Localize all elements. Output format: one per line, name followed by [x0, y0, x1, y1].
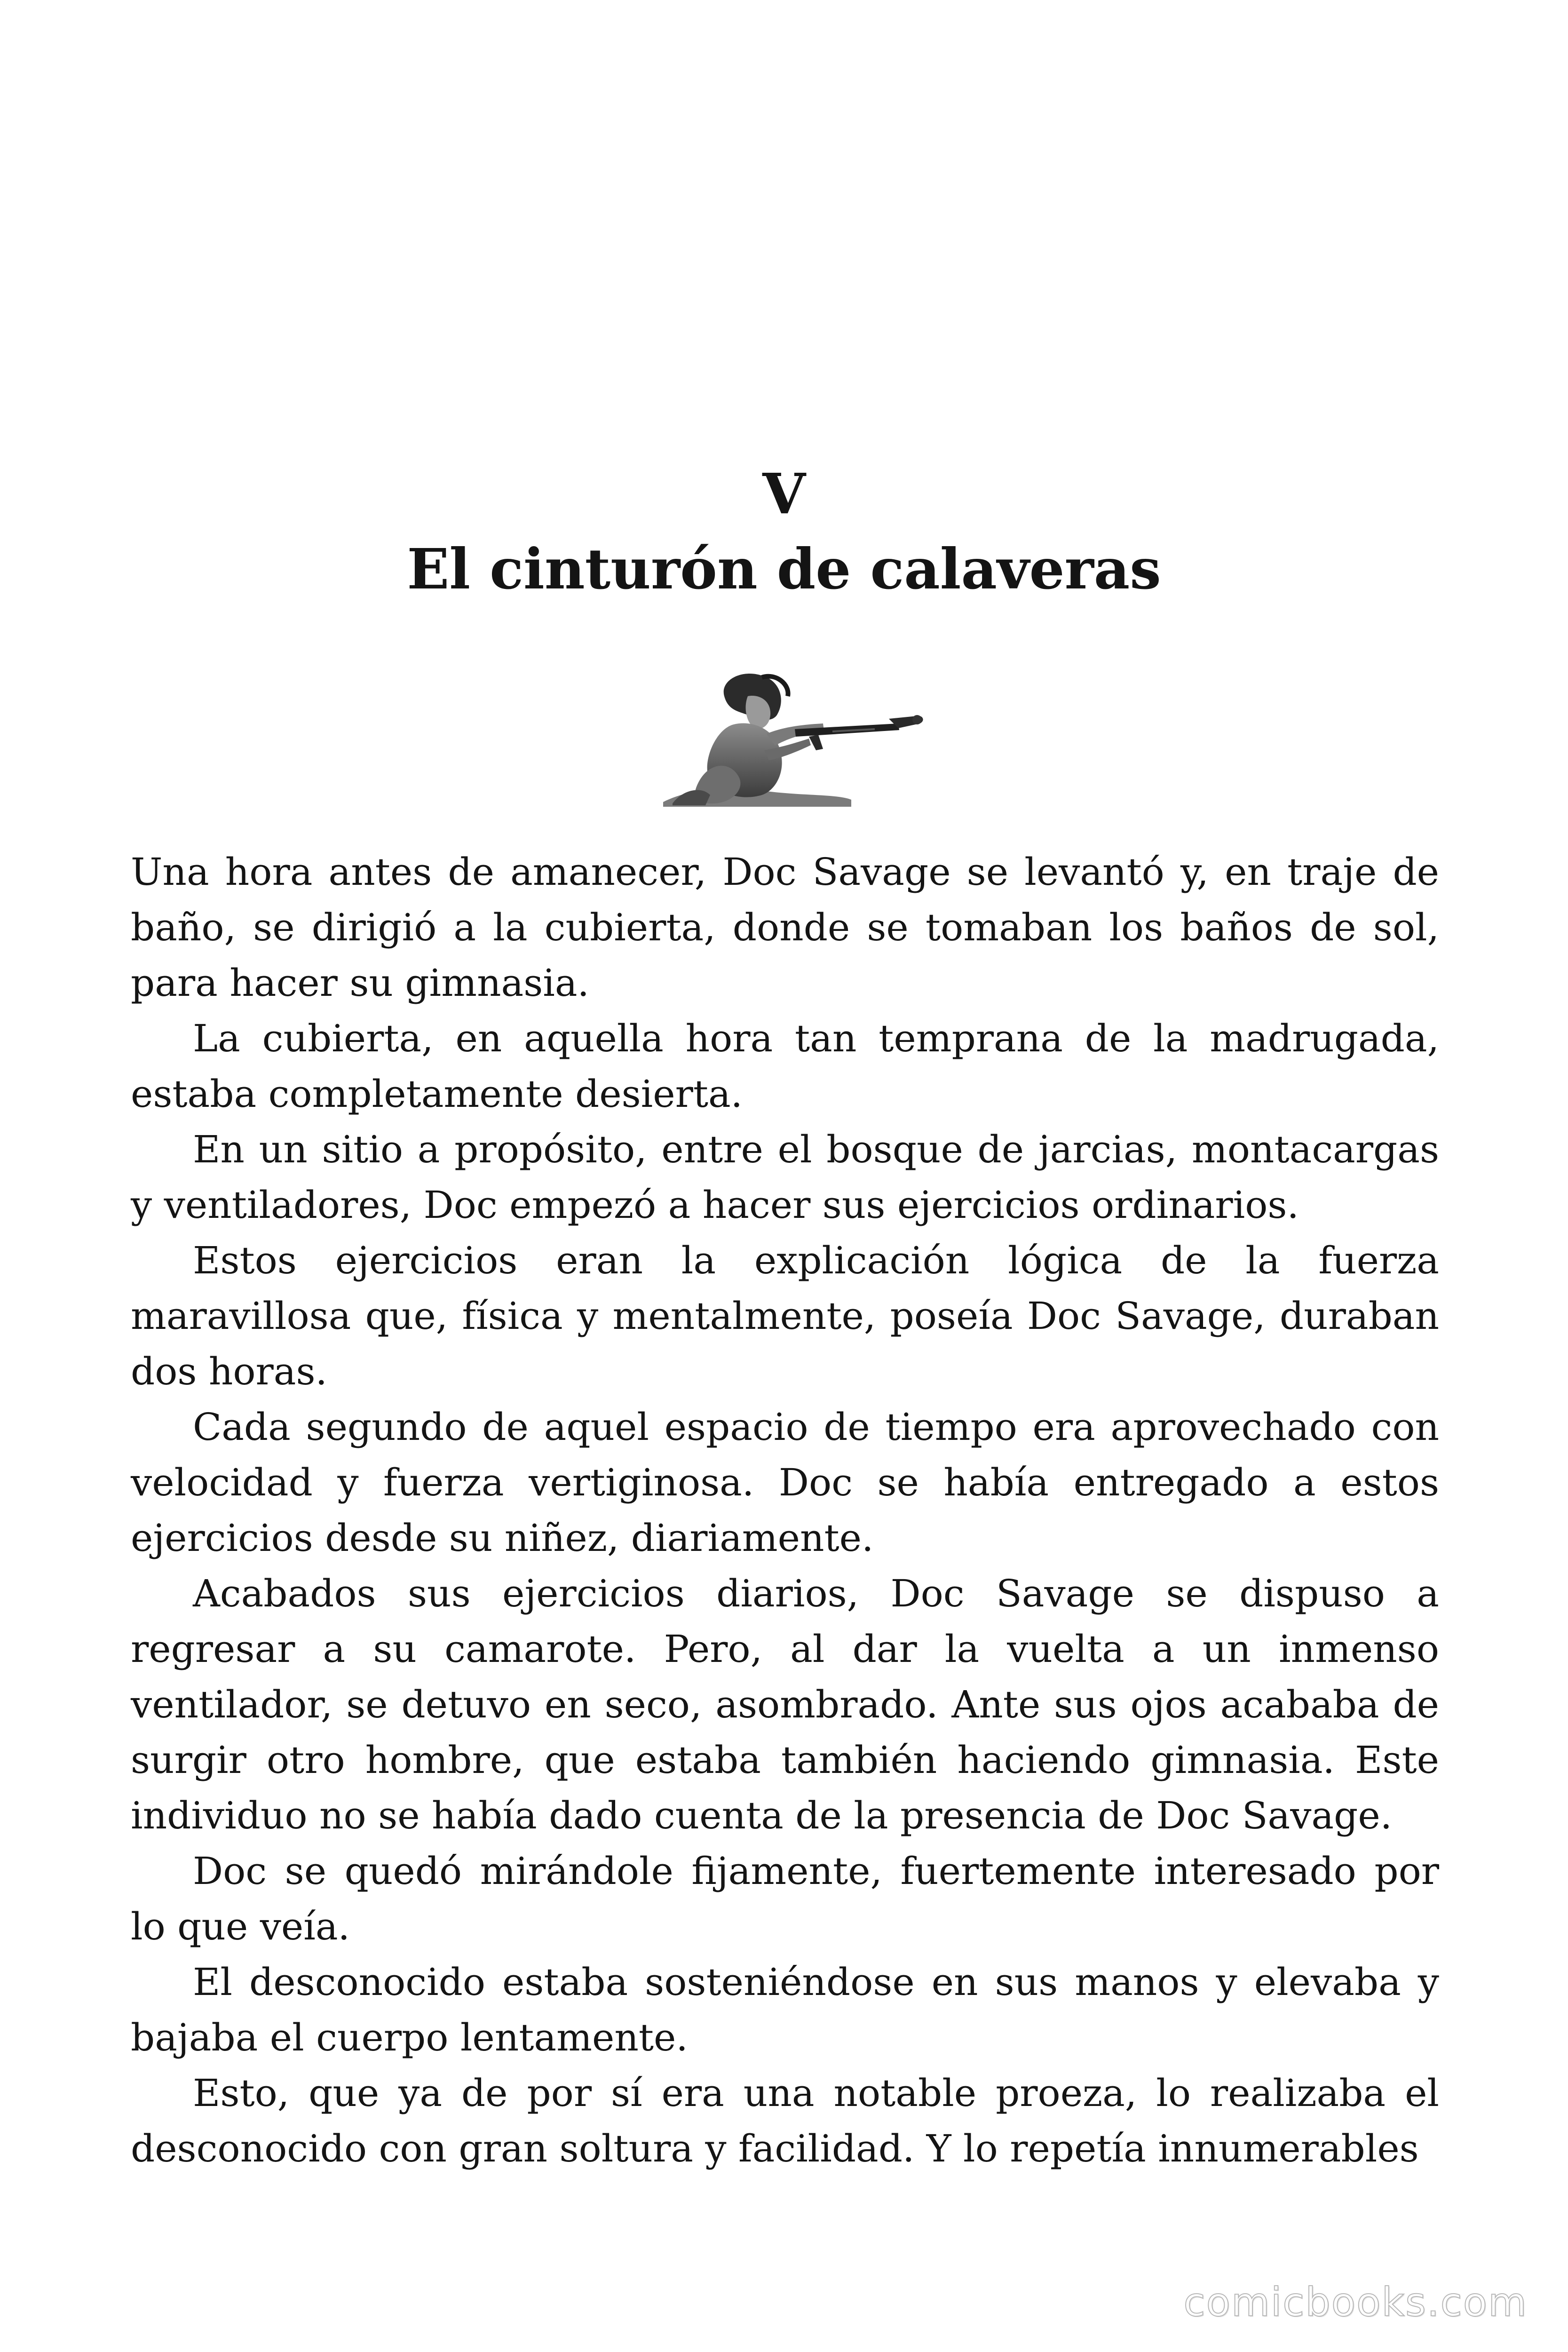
paragraph: Cada segundo de aquel espacio de tiempo era aprovechado con velocidad y fuerza vertiginosa. Doc se había entregado a estos ejercicios desde su niñez, diariamente. — [131, 1405, 1439, 1560]
woman-with-rifle-illustration — [654, 668, 927, 809]
paragraph: Una hora antes de amanecer, Doc Savage se levantó y, en traje de baño, se dirigió a la cubierta, donde se tomaban los baños de sol, para hacer su gimnasia. — [131, 850, 1439, 1005]
watermark: comicbooks.com — [1183, 2279, 1528, 2325]
paragraph: En un sitio a propósito, entre el bosque de jarcias, montacargas y ventiladores, Doc empezó a hacer sus ejercicios ordinarios. — [131, 1128, 1439, 1227]
chapter-body-text — [131, 844, 1439, 2177]
paragraph: El desconocido estaba sosteniéndose en sus manos y elevaba y bajaba el cuerpo lentamente. — [131, 1960, 1439, 2059]
chapter-number: V — [762, 461, 806, 526]
paragraph: Esto, que ya de por sí era una notable proeza, lo realizaba el desconocido con gran soltura y facilidad. Y lo repetía innumerables — [131, 2071, 1439, 2170]
paragraph: Acabados sus ejercicios diarios, Doc Savage se dispuso a regresar a su camarote. Pero, al dar la vuelta a un inmenso ventilador, se detuvo en seco, asombrado. Ante sus ojos acababa de surgir otro hombre, que estaba también haciendo gimnasia. Este individuo no se había dado cuenta de la presencia de Doc Savage. — [131, 1572, 1439, 1837]
illustration-drawing — [654, 668, 927, 809]
chapter-title: El cinturón de calaveras — [407, 536, 1161, 602]
paragraph: La cubierta, en aquella hora tan temprana de la madrugada, estaba completamente desierta. — [131, 1017, 1439, 1116]
paragraph: Doc se quedó mirándole fijamente, fuertemente interesado por lo que veía. — [131, 1849, 1439, 1948]
paragraph: Estos ejercicios eran la explicación lógica de la fuerza maravillosa que, física y mentalmente, poseía Doc Savage, duraban dos horas. — [131, 1239, 1439, 1393]
